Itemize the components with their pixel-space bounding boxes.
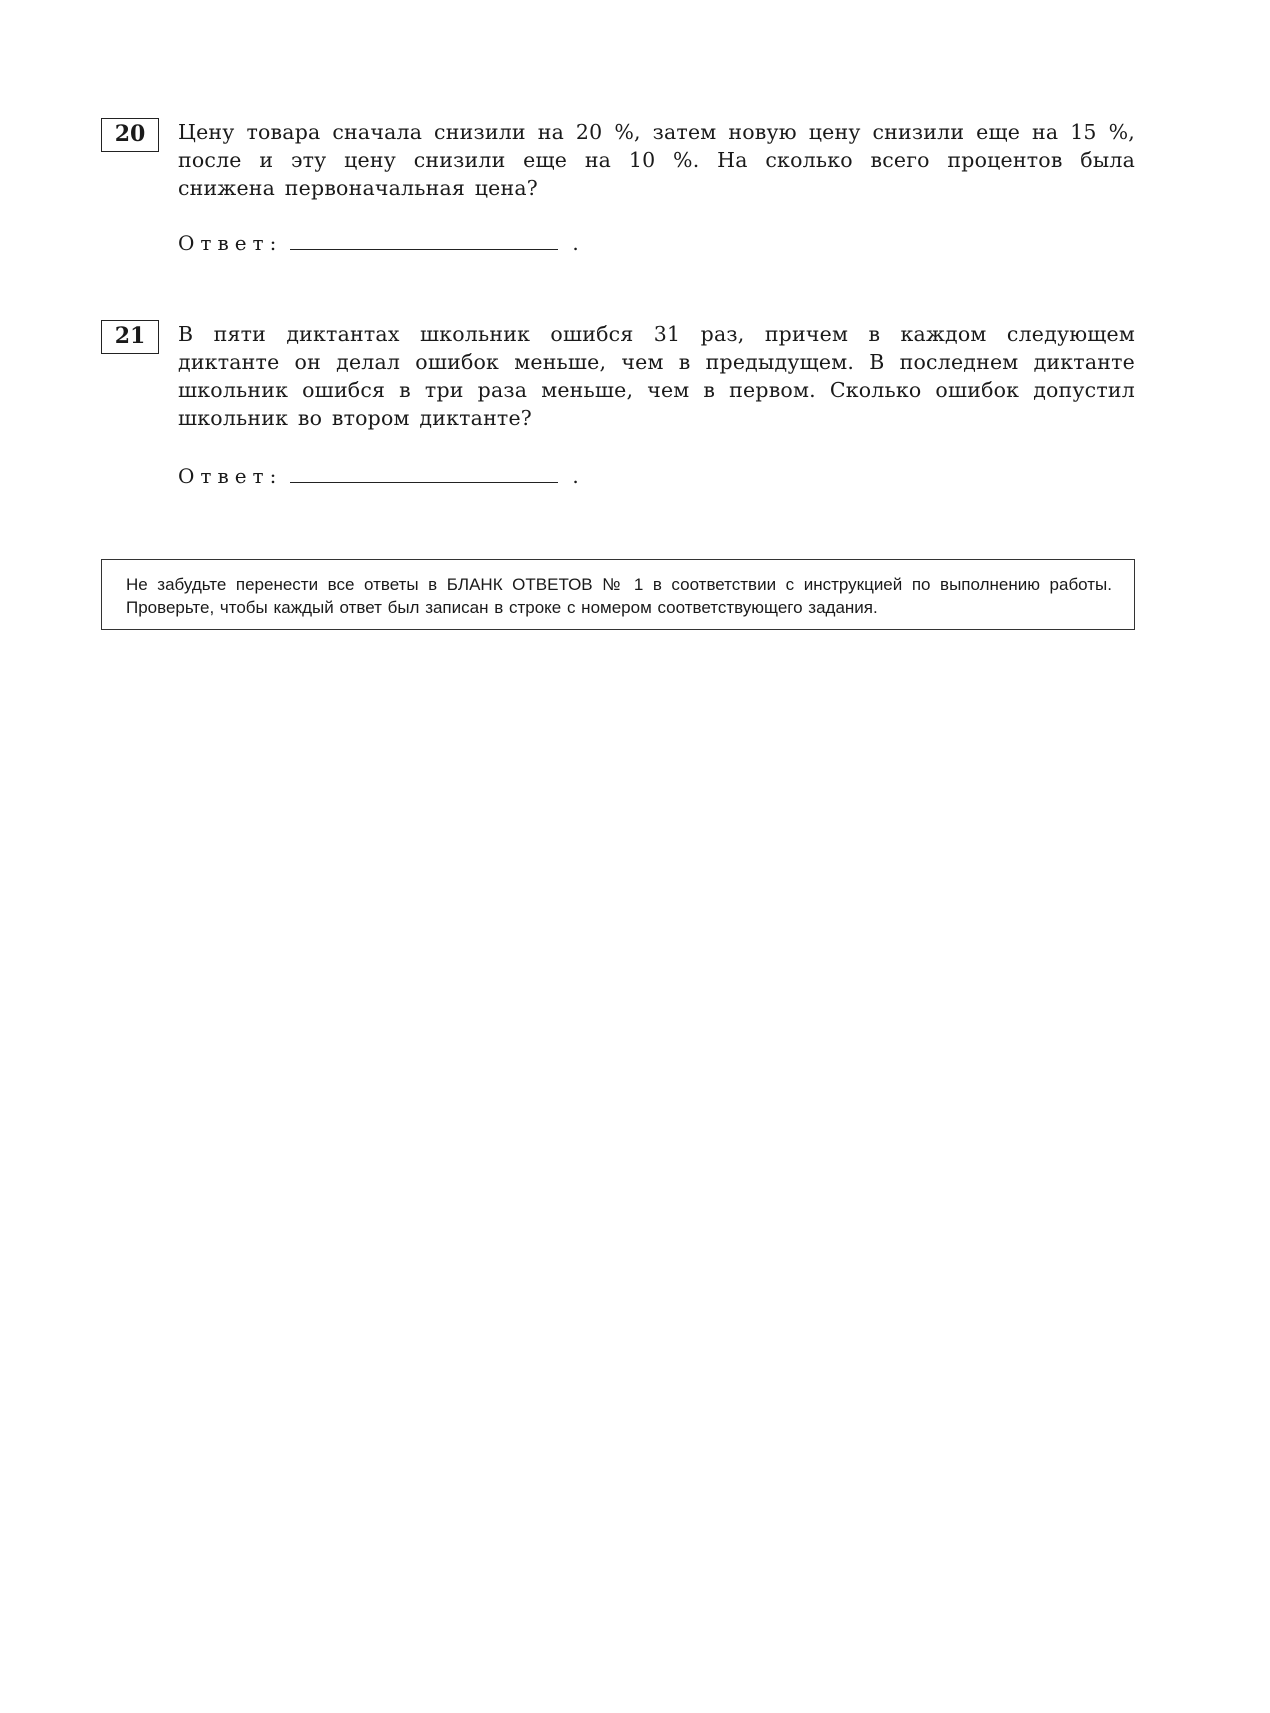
answer-line — [178, 227, 579, 257]
answer-line — [178, 460, 579, 490]
task-number: 21 — [101, 320, 159, 354]
task-text: В пяти диктантах школьник ошибся 31 раз, причем в каждом следующем диктанте он делал ошибок меньше, чем в предыдущем. В последнем диктанте школьник ошибся в три раза меньше, чем в первом. Сколько ошибок допустил школьник во втором диктанте? — [178, 322, 1135, 430]
answer-field[interactable] — [290, 227, 558, 250]
task-text: Цену товара сначала снизили на 20 %, затем новую цену снизили еще на 15 %, после и эту цену снизили еще на 10 %. На сколько всего процентов была снижена первоначальная цена? — [178, 120, 1135, 200]
answer-label: Ответ: — [178, 231, 283, 255]
task-number: 20 — [101, 118, 159, 152]
answer-dot: . — [572, 231, 579, 255]
answer-label: Ответ: — [178, 464, 283, 488]
notice-box — [101, 559, 1135, 630]
answer-field[interactable] — [290, 460, 558, 483]
notice-text: Не забудьте перенести все ответы в БЛАНК ОТВЕТОВ № 1 в соответствии с инструкцией по выполнению работы. Проверьте, чтобы каждый ответ был записан в строке с номером соответствующего задания. — [126, 575, 1112, 617]
answer-dot: . — [572, 464, 579, 488]
